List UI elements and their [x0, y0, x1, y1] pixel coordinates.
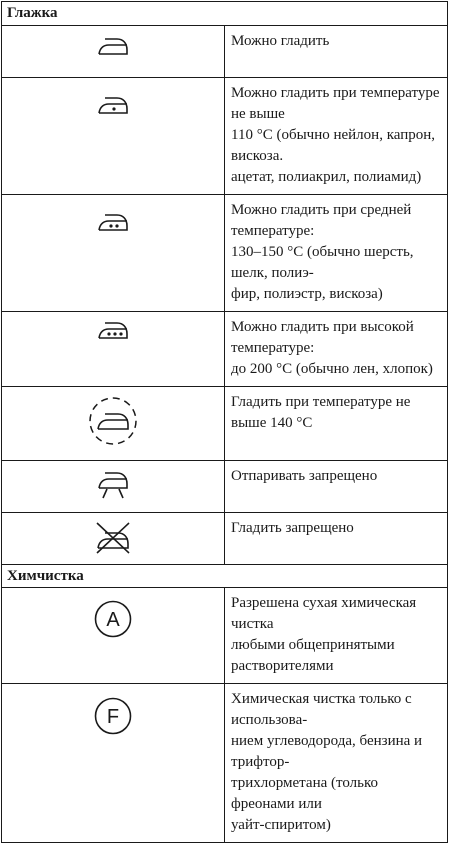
iron-dashed-circle-icon [2, 395, 224, 447]
table-row [2, 312, 448, 387]
description-line: 110 °С (обычно нейлон, капрон, вискоза. [231, 127, 436, 164]
description-line: Разрешена сухая химическая чистка [231, 595, 417, 632]
iron-three-dots-icon [2, 320, 224, 340]
description-line: Химическая чистка только с использова- [231, 691, 412, 728]
section-header-dry-cleaning [2, 565, 448, 588]
description-line: Можно гладить при температуре не выше [231, 85, 440, 122]
description-line: Можно гладить при высокой температуре: [231, 319, 414, 356]
no-steam-iron-icon [2, 470, 224, 500]
description-line: Отпаривать запрещено [231, 468, 378, 484]
table-row [2, 461, 448, 513]
table-row [2, 387, 448, 461]
description-line: нием углеводорода, бензина и трифтор- [231, 733, 423, 770]
description-line: Гладить запрещено [231, 520, 354, 536]
section-title: Глажка [2, 2, 448, 26]
description-line: Можно гладить при средней температуре: [231, 202, 412, 239]
table-row [2, 513, 448, 565]
description-line: 130–150 °С (обычно шерсть, шелк, полиэ- [231, 244, 414, 281]
table-row [2, 195, 448, 312]
dry-clean-f-icon [2, 696, 224, 736]
iron-icon [2, 36, 224, 56]
description-line: Можно гладить [231, 33, 330, 49]
description-line: Гладить при температуре не выше 140 °С [231, 394, 411, 431]
dry-clean-letter: F [106, 706, 120, 728]
iron-one-dot-icon [2, 95, 224, 115]
description-line: любыми общепринятыми растворителями [231, 637, 395, 674]
description-line: уайт-спиритом) [231, 817, 331, 833]
description-line: трихлорметана (только фреонами или [231, 775, 379, 812]
description-line: ацетат, полиакрил, полиамид) [231, 169, 422, 185]
no-ironing-icon [2, 520, 224, 556]
description-line: фир, полиэстр, вискоза) [231, 286, 383, 302]
dry-clean-letter: A [106, 609, 120, 631]
table-row [2, 684, 448, 843]
section-title: Химчистка [2, 565, 448, 588]
iron-two-dots-icon [2, 212, 224, 232]
table-row [2, 78, 448, 195]
dry-clean-a-icon [2, 599, 224, 639]
description-line: до 200 °С (обычно лен, хлопок) [231, 361, 433, 377]
care-symbols-table [1, 1, 448, 843]
table-row [2, 588, 448, 684]
section-header-ironing [2, 2, 448, 26]
table-row [2, 26, 448, 78]
